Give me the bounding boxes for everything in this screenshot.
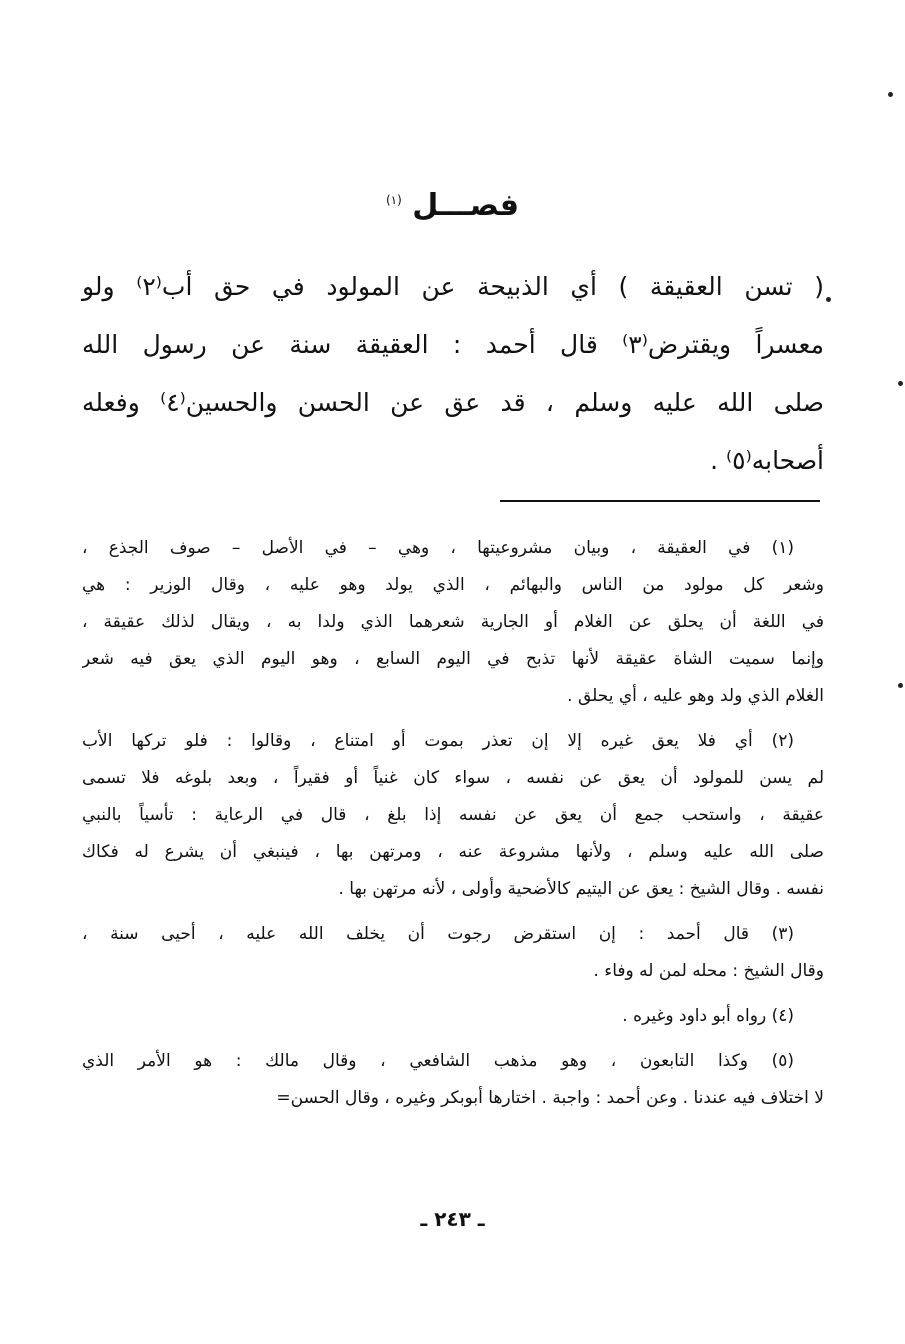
footnote-2 (82, 723, 824, 908)
footnote-divider (500, 500, 820, 502)
footnote-3 (82, 916, 824, 990)
footnote-line: (٣) قال أحمد : إن استقرض رجوت أن يخلف الله عليه ، أحيى سنة ، (82, 924, 794, 944)
main-text-line: معسراً ويقترض⁽٣⁾ قال أحمد : العقيقة سنة عن رسول الله (82, 330, 824, 359)
main-text-line: أصحابه⁽٥⁾ . (710, 446, 824, 475)
footnote-line: وقال الشيخ : محله لمن له وفاء . (593, 961, 824, 981)
footnote-line: الغلام الذي ولد وهو عليه ، أي يحلق . (567, 686, 824, 706)
footnote-line: عقيقة ، واستحب جمع أن يعق عن نفسه إذا بلغ ، قال في الرعاية : تأسياً بالنبي (82, 805, 824, 825)
margin-mark (898, 683, 903, 688)
footnote-5 (82, 1043, 824, 1117)
section-heading (0, 188, 905, 224)
footnotes (82, 530, 824, 1125)
footnote-line: وإنما سميت الشاة عقيقة لأنها تذبح في اليوم السابع ، وهو اليوم الذي يعق فيه شعر (82, 649, 824, 669)
footnote-4 (82, 998, 824, 1035)
footnote-line: (١) في العقيقة ، وبيان مشروعيتها ، وهي – في الأصل – صوف الجذع ، (82, 538, 794, 558)
margin-mark (898, 381, 903, 386)
footnote-line: (٥) وكذا التابعون ، وهو مذهب الشافعي ، وقال مالك : هو الأمر الذي (82, 1051, 794, 1071)
main-text-line: ( تسن العقيقة ) أي الذبيحة عن المولود في حق أب⁽٢⁾ ولو (82, 272, 824, 301)
footnote-line: وشعر كل مولود من الناس والبهائم ، الذي يولد وهو عليه ، وقال الوزير : هي (82, 575, 824, 595)
heading-footnote-ref: (١) (385, 193, 402, 207)
footnote-line: صلى الله عليه وسلم ، ولأنها مشروعة عنه ، ومرتهن بها ، فينبغي أن يشرع له فكاك (82, 842, 824, 862)
margin-mark (826, 297, 831, 302)
main-text-line: صلى الله عليه وسلم ، قد عق عن الحسن والحسين⁽٤⁾ وفعله (82, 388, 824, 417)
margin-mark (888, 92, 893, 97)
footnote-1 (82, 530, 824, 715)
footnote-line: لم يسن للمولود أن يعق عن نفسه ، سواء كان غنياً أو فقيراً ، وبعد بلوغه فلا تسمى (82, 768, 824, 788)
footnote-line: لا اختلاف فيه عندنا . وعن أحمد : واجبة . اختارها أبوبكر وغيره ، وقال الحسن= (276, 1088, 824, 1108)
main-text (82, 258, 824, 490)
footnote-line: نفسه . وقال الشيخ : يعق عن اليتيم كالأضحية وأولى ، لأنه مرتهن بها . (338, 879, 824, 899)
footnote-line: في اللغة أن يحلق عن الغلام أو الجارية شعرهما الذي ولدا به ، ويقال لذلك عقيقة ، (82, 612, 824, 632)
page-number: ـ ٢٤٣ ـ (420, 1207, 485, 1231)
footnote-line: (٢) أي فلا يعق غيره إلا إن تعذر بموت أو امتناع ، وقالوا : فلو تركها الأب (82, 731, 794, 751)
footnote-line: (٤) رواه أبو داود وغيره . (622, 1006, 794, 1026)
section-title: فصـــل (412, 188, 520, 223)
